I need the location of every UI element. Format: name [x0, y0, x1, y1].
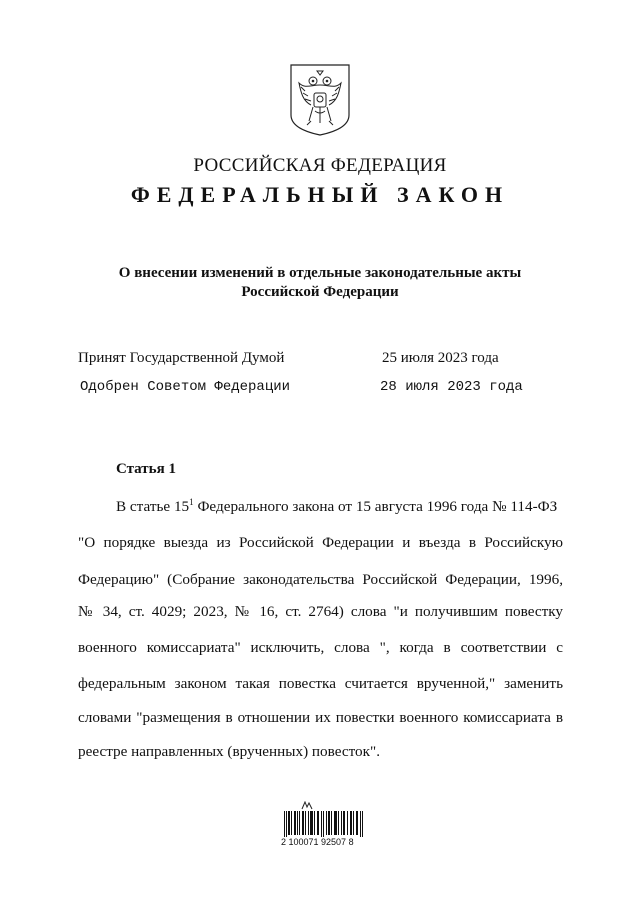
barcode-icon	[284, 811, 364, 837]
article-line-1-end: Федерального закона от 15 августа 1996 года № 114-ФЗ	[193, 498, 558, 516]
law-type-heading: ФЕДЕРАЛЬНЫЙ ЗАКОН	[130, 182, 510, 207]
council-approval-label: Одобрен Советом Федерации	[80, 379, 291, 395]
duma-adoption-date: 25 июля 2023 года	[382, 350, 499, 366]
article-line-8: реестре направленных (врученных) повесток".	[78, 743, 380, 760]
barcode-number: 2 100071 92507 8	[281, 837, 354, 847]
article-line-6: федеральным законом такая повестка считается врученной," заменить	[78, 675, 563, 692]
article-line-1-start: В статье 15	[116, 498, 190, 516]
article-line-7: словами "размещения в отношении их повестки военного комиссариата в	[78, 709, 563, 726]
article-line-3: Федерацию" (Собрание законодательства Российской Федерации, 1996,	[78, 571, 563, 588]
article-superscript: 1	[189, 497, 194, 507]
document-barcode	[281, 801, 369, 851]
article-line-4: № 34, ст. 4029; 2023, № 16, ст. 2764) слова "и получившим повестку	[78, 603, 563, 620]
article-title: Статья 1	[116, 461, 176, 477]
article-line-2: "О порядке выезда из Российской Федерации и въезда в Российскую	[78, 534, 563, 551]
article-line-5: военного комиссариата" исключить, слова ", когда в соответствии с	[78, 639, 563, 656]
duma-adoption-label: Принят Государственной Думой	[78, 350, 285, 366]
russian-coat-of-arms-icon	[289, 63, 351, 137]
law-subject-line-1: О внесении изменений в отдельные законодательные акты	[118, 265, 522, 281]
article-line-1	[116, 497, 563, 516]
council-approval-date: 28 июля 2023 года	[380, 379, 523, 395]
law-subject-line-2: Российской Федерации	[241, 284, 399, 300]
law-subject	[90, 264, 550, 302]
country-heading: РОССИЙСКАЯ ФЕДЕРАЦИЯ	[193, 155, 447, 176]
barcode-mark-icon	[301, 801, 313, 810]
